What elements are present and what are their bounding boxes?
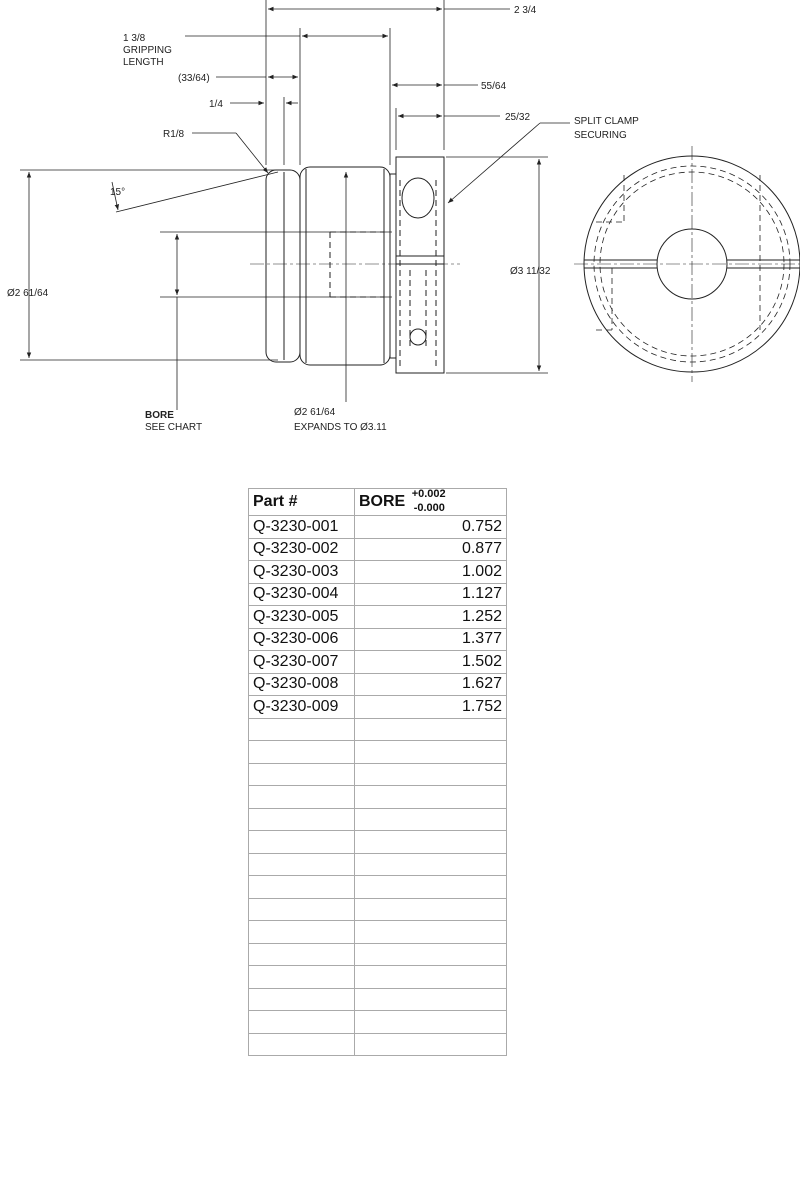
- empty-cell: [249, 1033, 355, 1056]
- part-number: Q-3230-007: [249, 651, 355, 674]
- bore-value: 1.752: [355, 696, 507, 719]
- empty-cell: [249, 876, 355, 899]
- dim-grip-1: 1 3/8: [123, 33, 146, 44]
- empty-row: [249, 921, 507, 944]
- empty-cell: [355, 1033, 507, 1056]
- part-number: Q-3230-002: [249, 538, 355, 561]
- end-view: [574, 146, 800, 382]
- dim-grip-3: LENGTH: [123, 57, 164, 68]
- technical-drawing: [0, 0, 800, 470]
- table-row: [249, 696, 507, 719]
- bore-value: 1.127: [355, 583, 507, 606]
- empty-row: [249, 808, 507, 831]
- bore-value: 0.752: [355, 516, 507, 539]
- empty-cell: [355, 988, 507, 1011]
- split-clamp-1: SPLIT CLAMP: [574, 116, 639, 127]
- dim-expansion-2: EXPANDS TO Ø3.11: [294, 422, 387, 433]
- part-number: Q-3230-001: [249, 516, 355, 539]
- empty-cell: [355, 921, 507, 944]
- empty-cell: [355, 898, 507, 921]
- empty-cell: [249, 718, 355, 741]
- empty-row: [249, 831, 507, 854]
- dim-expansion-1: Ø2 61/64: [294, 407, 336, 418]
- part-number: Q-3230-005: [249, 606, 355, 629]
- table-row: [249, 651, 507, 674]
- empty-row: [249, 763, 507, 786]
- empty-cell: [355, 831, 507, 854]
- table-row: [249, 538, 507, 561]
- part-number: Q-3230-009: [249, 696, 355, 719]
- empty-cell: [249, 831, 355, 854]
- empty-row: [249, 1011, 507, 1034]
- table-row: [249, 516, 507, 539]
- bore-label: BORE: [145, 410, 174, 421]
- empty-cell: [355, 853, 507, 876]
- empty-row: [249, 741, 507, 764]
- dim-radius: R1/8: [163, 129, 185, 140]
- empty-row: [249, 966, 507, 989]
- bore-value: 1.252: [355, 606, 507, 629]
- empty-row: [249, 1033, 507, 1056]
- empty-cell: [355, 786, 507, 809]
- bore-see-chart: SEE CHART: [145, 422, 203, 433]
- dim-angle: 15°: [110, 187, 126, 198]
- empty-cell: [355, 943, 507, 966]
- bore-value: 1.377: [355, 628, 507, 651]
- col-bore-header: BORE +0.002 -0.000: [355, 489, 507, 516]
- table-row: [249, 606, 507, 629]
- empty-cell: [249, 966, 355, 989]
- dim-overall: 2 3/4: [514, 5, 537, 16]
- empty-row: [249, 786, 507, 809]
- bore-value: 1.627: [355, 673, 507, 696]
- part-number: Q-3230-004: [249, 583, 355, 606]
- empty-cell: [249, 988, 355, 1011]
- empty-cell: [355, 966, 507, 989]
- table-header-row: [249, 489, 507, 516]
- empty-row: [249, 718, 507, 741]
- table-row: [249, 673, 507, 696]
- dim-25-32: 25/32: [505, 112, 531, 123]
- bore-tolerance: [410, 489, 470, 515]
- tolerance-plus: +0.002: [411, 488, 446, 500]
- col-part-header: Part #: [249, 489, 355, 516]
- tolerance-minus: -0.000: [413, 502, 445, 514]
- dim-33-64: (33/64): [178, 73, 210, 84]
- empty-cell: [355, 808, 507, 831]
- table-row: [249, 628, 507, 651]
- empty-cell: [249, 943, 355, 966]
- empty-row: [249, 943, 507, 966]
- dimension-lines: [20, 0, 570, 410]
- empty-cell: [249, 853, 355, 876]
- dim-dia-right: Ø3 11/32: [510, 266, 551, 277]
- empty-cell: [355, 741, 507, 764]
- bore-value: 1.002: [355, 561, 507, 584]
- dim-55-64: 55/64: [481, 81, 507, 92]
- part-number: Q-3230-003: [249, 561, 355, 584]
- table-row: [249, 583, 507, 606]
- empty-cell: [249, 921, 355, 944]
- bore-value: 0.877: [355, 538, 507, 561]
- bore-value: 1.502: [355, 651, 507, 674]
- empty-cell: [249, 808, 355, 831]
- empty-cell: [355, 1011, 507, 1034]
- empty-cell: [249, 898, 355, 921]
- empty-row: [249, 876, 507, 899]
- empty-cell: [355, 763, 507, 786]
- dim-grip-2: GRIPPING: [123, 45, 172, 56]
- empty-row: [249, 988, 507, 1011]
- empty-cell: [249, 741, 355, 764]
- empty-cell: [249, 1011, 355, 1034]
- dim-1-4: 1/4: [209, 99, 223, 110]
- dim-dia-left: Ø2 61/64: [7, 288, 49, 299]
- empty-cell: [355, 718, 507, 741]
- part-number: Q-3230-008: [249, 673, 355, 696]
- side-view: [250, 157, 460, 373]
- split-clamp-2: SECURING: [574, 130, 627, 141]
- empty-row: [249, 898, 507, 921]
- part-number: Q-3230-006: [249, 628, 355, 651]
- empty-row: [249, 853, 507, 876]
- empty-cell: [249, 763, 355, 786]
- bore-chart-table: [248, 488, 507, 1056]
- empty-cell: [355, 876, 507, 899]
- table-row: [249, 561, 507, 584]
- empty-cell: [249, 786, 355, 809]
